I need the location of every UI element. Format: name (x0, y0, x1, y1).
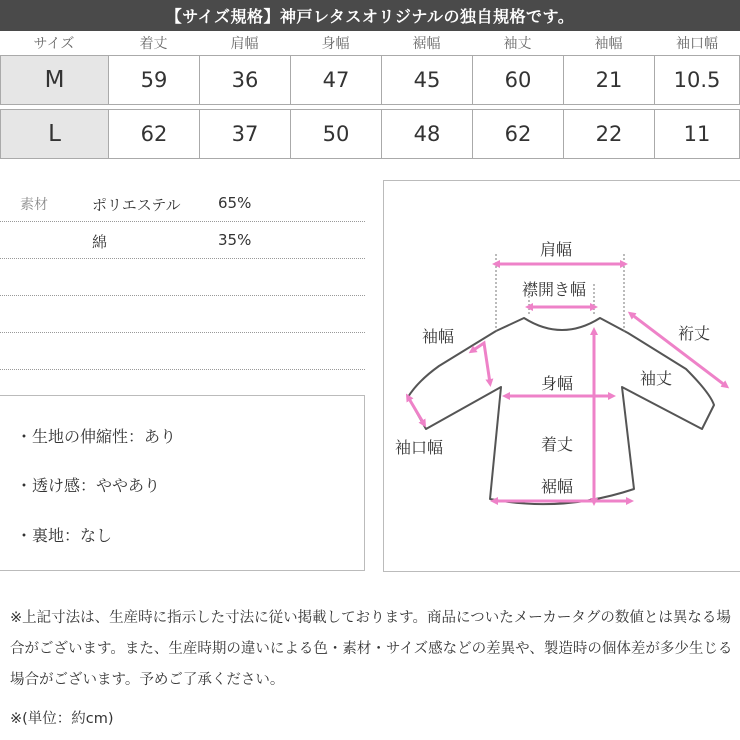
cell: 11 (654, 109, 740, 159)
cell-size: L (0, 109, 108, 159)
note-stretch: ・生地の伸縮性：あり (16, 427, 177, 446)
material-name: 綿 (92, 233, 108, 251)
page-title: 【サイズ規格】神戸レタスオリジナルの独自規格です。 (0, 0, 740, 31)
label-sleeve-length: 袖丈 (640, 369, 673, 388)
header-hem: 裾幅 (412, 36, 441, 52)
cell: 37 (199, 109, 290, 159)
cell: 22 (563, 109, 654, 159)
header-sleeve-length: 袖丈 (503, 36, 532, 52)
label-body-width: 身幅 (541, 374, 574, 393)
material-section (0, 185, 365, 370)
cell: 62 (472, 109, 563, 159)
cell-size: M (0, 55, 108, 105)
material-row (0, 222, 365, 259)
header-cuff: 袖口幅 (676, 36, 718, 52)
material-percent: 35% (218, 231, 252, 249)
cell: 48 (381, 109, 472, 159)
material-label: 素材 (20, 197, 48, 213)
cell: 59 (108, 55, 199, 105)
measurement-diagram (383, 180, 740, 572)
fabric-notes (0, 395, 365, 571)
material-row (0, 185, 365, 222)
table-row-l (0, 109, 740, 159)
material-row-empty (0, 333, 365, 370)
disclaimer-note: ※上記寸法は、生産時に指示した寸法に従い掲載しております。商品についたメーカータグの数値とは異なる場合がございます。また、生産時期の違いによる色・素材・サイズ感などの差異や、製造時の個体差が多少生じる場合がございます。予めご了承ください。 (10, 610, 733, 688)
label-sleeve-width: 袖幅 (422, 327, 455, 346)
header-size: サイズ (33, 36, 75, 52)
cell: 21 (563, 55, 654, 105)
header-sleeve-width: 袖幅 (594, 36, 623, 52)
cell: 62 (108, 109, 199, 159)
cell: 36 (199, 55, 290, 105)
cell: 10.5 (654, 55, 740, 105)
unit-note: ※(単位：約cm) (10, 711, 114, 727)
note-lining: ・裏地：なし (16, 526, 113, 545)
cell: 50 (290, 109, 381, 159)
material-name: ポリエステル (92, 196, 181, 214)
header-length: 着丈 (139, 36, 168, 52)
header-shoulder: 肩幅 (230, 36, 259, 52)
cell: 45 (381, 55, 472, 105)
table-row-m (0, 55, 740, 105)
header-body-width: 身幅 (321, 36, 350, 52)
label-length: 着丈 (541, 435, 574, 454)
label-hem: 裾幅 (541, 477, 574, 496)
material-percent: 65% (218, 194, 252, 212)
size-table-header (0, 33, 740, 55)
material-row-empty (0, 296, 365, 333)
cell: 47 (290, 55, 381, 105)
label-raglan: 裄丈 (678, 324, 711, 343)
label-cuff: 袖口幅 (395, 438, 444, 457)
material-row-empty (0, 259, 365, 296)
label-neck: 襟開き幅 (522, 280, 587, 299)
note-sheerness: ・透け感：ややあり (16, 476, 161, 495)
cell: 60 (472, 55, 563, 105)
label-shoulder: 肩幅 (540, 240, 573, 259)
